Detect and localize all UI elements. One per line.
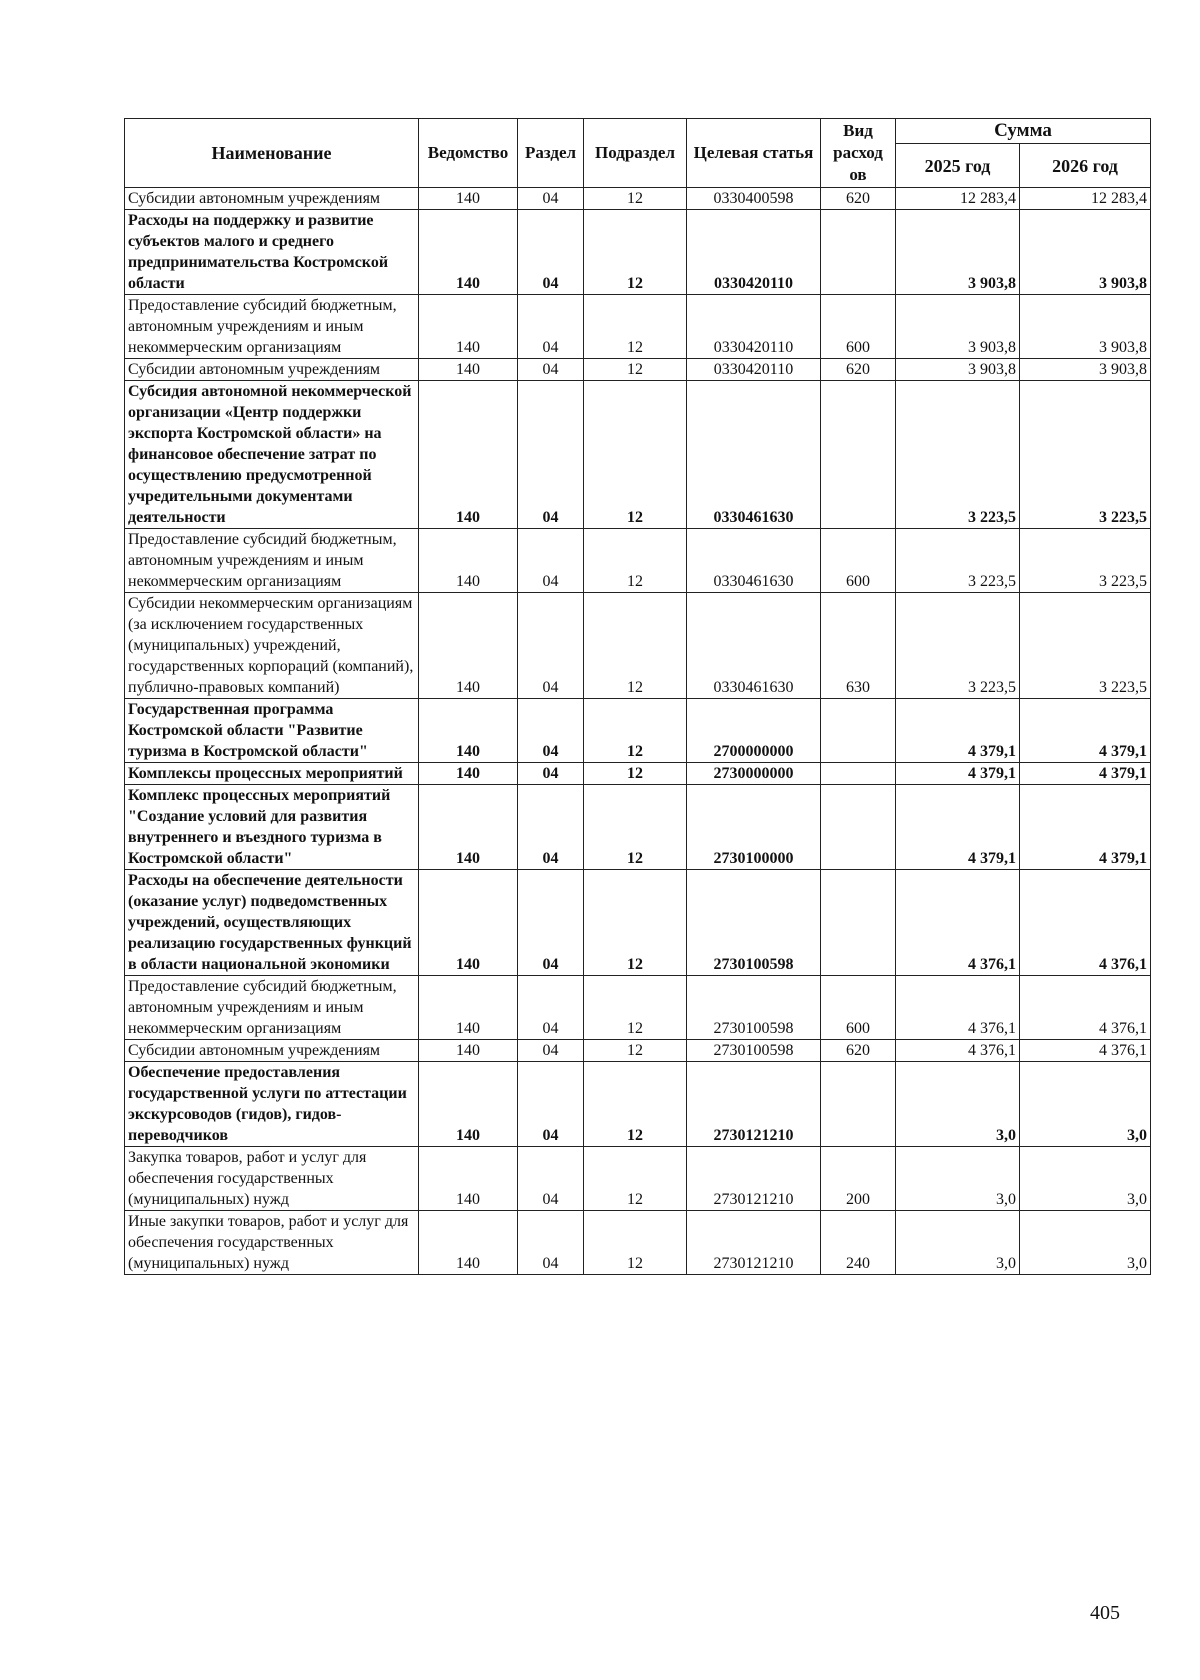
cell-name: Иные закупки товаров, работ и услуг для обеспечения государственных (муниципальных) нужд [125, 1211, 419, 1275]
table-row [125, 359, 1151, 381]
cell-section: 04 [518, 1147, 584, 1211]
cell-sum-2026: 3 903,8 [1020, 359, 1151, 381]
table-row [125, 188, 1151, 210]
cell-subsection: 12 [584, 785, 687, 870]
cell-name: Расходы на обеспечение деятельности (оказание услуг) подведомственных учреждений, осуществляющих реализацию государственных функций в области национальной экономики [125, 870, 419, 976]
cell-section: 04 [518, 210, 584, 295]
table-row [125, 1040, 1151, 1062]
cell-name: Обеспечение предоставления государственной услуги по аттестации экскурсоводов (гидов), гидов-переводчиков [125, 1062, 419, 1147]
table-row [125, 785, 1151, 870]
cell-sum-2026: 4 376,1 [1020, 870, 1151, 976]
cell-sum-2026: 3 903,8 [1020, 295, 1151, 359]
table-row [125, 976, 1151, 1040]
cell-expense-type: 600 [821, 976, 896, 1040]
cell-expense-type [821, 763, 896, 785]
cell-sum-2026: 4 376,1 [1020, 976, 1151, 1040]
cell-expense-type [821, 699, 896, 763]
header-subsection: Подраздел [584, 119, 687, 188]
table-body [125, 188, 1151, 1275]
cell-subsection: 12 [584, 188, 687, 210]
cell-section: 04 [518, 381, 584, 529]
cell-sum-2026: 3,0 [1020, 1147, 1151, 1211]
cell-target: 2730100598 [687, 1040, 821, 1062]
table-row [125, 529, 1151, 593]
cell-sum-2026: 3 903,8 [1020, 210, 1151, 295]
cell-ministry: 140 [419, 785, 518, 870]
table-header [125, 119, 1151, 188]
budget-table [124, 118, 1151, 1275]
cell-target: 2730000000 [687, 763, 821, 785]
cell-ministry: 140 [419, 210, 518, 295]
cell-expense-type: 620 [821, 188, 896, 210]
cell-subsection: 12 [584, 870, 687, 976]
cell-section: 04 [518, 529, 584, 593]
table-row [125, 210, 1151, 295]
page-number: 405 [1090, 1602, 1120, 1624]
cell-sum-2025: 3 223,5 [896, 593, 1020, 699]
cell-section: 04 [518, 295, 584, 359]
cell-sum-2025: 3 903,8 [896, 210, 1020, 295]
cell-sum-2025: 4 376,1 [896, 870, 1020, 976]
cell-section: 04 [518, 763, 584, 785]
cell-expense-type [821, 381, 896, 529]
cell-target: 2730100598 [687, 870, 821, 976]
cell-name: Государственная программа Костромской области "Развитие туризма в Костромской области" [125, 699, 419, 763]
cell-name: Субсидии автономным учреждениям [125, 359, 419, 381]
cell-subsection: 12 [584, 381, 687, 529]
cell-subsection: 12 [584, 359, 687, 381]
table-row [125, 870, 1151, 976]
cell-sum-2025: 12 283,4 [896, 188, 1020, 210]
cell-sum-2025: 3,0 [896, 1147, 1020, 1211]
cell-sum-2026: 3 223,5 [1020, 529, 1151, 593]
table-row [125, 1062, 1151, 1147]
cell-name: Комплексы процессных мероприятий [125, 763, 419, 785]
cell-sum-2026: 3 223,5 [1020, 381, 1151, 529]
cell-ministry: 140 [419, 381, 518, 529]
cell-target: 2730121210 [687, 1062, 821, 1147]
cell-subsection: 12 [584, 1211, 687, 1275]
header-sum: Сумма [896, 119, 1151, 144]
cell-sum-2025: 3,0 [896, 1062, 1020, 1147]
cell-expense-type: 600 [821, 529, 896, 593]
cell-name: Предоставление субсидий бюджетным, автономным учреждениям и иным некоммерческим организациям [125, 976, 419, 1040]
cell-sum-2026: 3,0 [1020, 1062, 1151, 1147]
cell-ministry: 140 [419, 976, 518, 1040]
cell-ministry: 140 [419, 763, 518, 785]
cell-name: Предоставление субсидий бюджетным, автономным учреждениям и иным некоммерческим организациям [125, 529, 419, 593]
cell-target: 0330461630 [687, 381, 821, 529]
cell-ministry: 140 [419, 529, 518, 593]
cell-target: 0330420110 [687, 359, 821, 381]
cell-target: 0330420110 [687, 210, 821, 295]
table-row [125, 381, 1151, 529]
cell-ministry: 140 [419, 1040, 518, 1062]
cell-subsection: 12 [584, 976, 687, 1040]
cell-name: Субсидии автономным учреждениям [125, 188, 419, 210]
cell-sum-2025: 3,0 [896, 1211, 1020, 1275]
cell-section: 04 [518, 1040, 584, 1062]
cell-name: Субсидии автономным учреждениям [125, 1040, 419, 1062]
header-year-2026: 2026 год [1020, 144, 1151, 188]
cell-target: 0330461630 [687, 529, 821, 593]
cell-ministry: 140 [419, 1211, 518, 1275]
cell-target: 2730100598 [687, 976, 821, 1040]
table-row [125, 1211, 1151, 1275]
cell-name: Комплекс процессных мероприятий "Создание условий для развития внутреннего и въездного туризма в Костромской области" [125, 785, 419, 870]
cell-sum-2026: 4 376,1 [1020, 1040, 1151, 1062]
cell-expense-type: 600 [821, 295, 896, 359]
cell-expense-type: 200 [821, 1147, 896, 1211]
cell-expense-type: 620 [821, 1040, 896, 1062]
cell-section: 04 [518, 188, 584, 210]
cell-sum-2025: 4 376,1 [896, 1040, 1020, 1062]
cell-subsection: 12 [584, 529, 687, 593]
cell-sum-2025: 4 376,1 [896, 976, 1020, 1040]
cell-sum-2026: 3,0 [1020, 1211, 1151, 1275]
cell-sum-2026: 4 379,1 [1020, 785, 1151, 870]
cell-section: 04 [518, 1211, 584, 1275]
table-row [125, 1147, 1151, 1211]
cell-expense-type [821, 210, 896, 295]
cell-sum-2025: 4 379,1 [896, 699, 1020, 763]
cell-section: 04 [518, 976, 584, 1040]
cell-section: 04 [518, 593, 584, 699]
cell-ministry: 140 [419, 295, 518, 359]
cell-name: Закупка товаров, работ и услуг для обеспечения государственных (муниципальных) нужд [125, 1147, 419, 1211]
cell-sum-2025: 4 379,1 [896, 763, 1020, 785]
table-row [125, 699, 1151, 763]
header-section: Раздел [518, 119, 584, 188]
cell-target: 2730121210 [687, 1147, 821, 1211]
cell-section: 04 [518, 359, 584, 381]
cell-section: 04 [518, 1062, 584, 1147]
cell-sum-2026: 4 379,1 [1020, 763, 1151, 785]
cell-subsection: 12 [584, 763, 687, 785]
cell-name: Расходы на поддержку и развитие субъектов малого и среднего предпринимательства Костромской области [125, 210, 419, 295]
cell-sum-2026: 4 379,1 [1020, 699, 1151, 763]
cell-subsection: 12 [584, 1062, 687, 1147]
cell-subsection: 12 [584, 593, 687, 699]
cell-subsection: 12 [584, 699, 687, 763]
table-row [125, 593, 1151, 699]
cell-section: 04 [518, 870, 584, 976]
cell-ministry: 140 [419, 870, 518, 976]
cell-ministry: 140 [419, 1147, 518, 1211]
cell-sum-2025: 4 379,1 [896, 785, 1020, 870]
cell-section: 04 [518, 699, 584, 763]
cell-target: 0330420110 [687, 295, 821, 359]
cell-ministry: 140 [419, 359, 518, 381]
cell-name: Субсидии некоммерческим организациям (за исключением государственных (муниципальных) учреждений, государственных корпораций (компаний), публично-правовых компаний) [125, 593, 419, 699]
cell-expense-type: 240 [821, 1211, 896, 1275]
cell-target: 2730100000 [687, 785, 821, 870]
cell-expense-type [821, 870, 896, 976]
cell-target: 0330400598 [687, 188, 821, 210]
cell-ministry: 140 [419, 593, 518, 699]
cell-sum-2025: 3 903,8 [896, 359, 1020, 381]
cell-ministry: 140 [419, 699, 518, 763]
cell-name: Субсидия автономной некоммерческой организации «Центр поддержки экспорта Костромской области» на финансовое обеспечение затрат по осуществлению предусмотренной учредительными документами деятельности [125, 381, 419, 529]
cell-sum-2026: 3 223,5 [1020, 593, 1151, 699]
cell-subsection: 12 [584, 1040, 687, 1062]
table-row [125, 295, 1151, 359]
cell-target: 2700000000 [687, 699, 821, 763]
cell-expense-type [821, 1062, 896, 1147]
cell-sum-2026: 12 283,4 [1020, 188, 1151, 210]
cell-sum-2025: 3 223,5 [896, 529, 1020, 593]
cell-target: 0330461630 [687, 593, 821, 699]
cell-subsection: 12 [584, 295, 687, 359]
cell-expense-type [821, 785, 896, 870]
cell-sum-2025: 3 223,5 [896, 381, 1020, 529]
cell-ministry: 140 [419, 1062, 518, 1147]
header-name: Наименование [125, 119, 419, 188]
cell-target: 2730121210 [687, 1211, 821, 1275]
header-ministry: Ведомство [419, 119, 518, 188]
cell-section: 04 [518, 785, 584, 870]
cell-sum-2025: 3 903,8 [896, 295, 1020, 359]
header-expense-type: Вид расход ов [821, 119, 896, 188]
cell-expense-type: 630 [821, 593, 896, 699]
cell-subsection: 12 [584, 1147, 687, 1211]
header-year-2025: 2025 год [896, 144, 1020, 188]
cell-subsection: 12 [584, 210, 687, 295]
cell-expense-type: 620 [821, 359, 896, 381]
cell-ministry: 140 [419, 188, 518, 210]
cell-name: Предоставление субсидий бюджетным, автономным учреждениям и иным некоммерческим организациям [125, 295, 419, 359]
header-target: Целевая статья [687, 119, 821, 188]
table-row [125, 763, 1151, 785]
